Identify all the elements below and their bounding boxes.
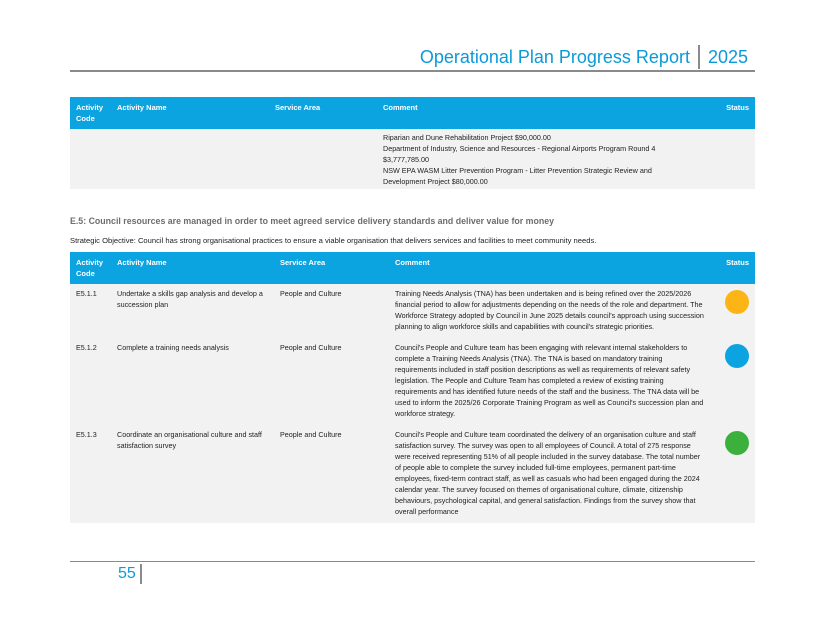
- comment-line: NSW EPA WASM Litter Prevention Program - Litter Prevention Strategic Review and: [383, 166, 652, 175]
- comment-line: $3,777,785.00: [383, 155, 429, 164]
- col-activity-name: Activity Name: [111, 97, 269, 129]
- status-indicator: [725, 431, 749, 455]
- table-row: [70, 129, 755, 189]
- service-area: People and Culture: [274, 338, 389, 425]
- service-area: People and Culture: [274, 284, 389, 338]
- report-header: [420, 44, 748, 70]
- comment-cell: [377, 129, 712, 189]
- report-year: 2025: [707, 47, 748, 67]
- activity-name: Coordinate an organisational culture and staff satisfaction survey: [111, 425, 274, 523]
- report-title: Operational Plan Progress Report: [420, 45, 700, 69]
- status-indicator: [725, 344, 749, 368]
- activity-code: E5.1.1: [70, 284, 111, 338]
- table-row: [70, 284, 755, 338]
- header-rule: [70, 70, 755, 72]
- col-activity-code: Activity Code: [70, 252, 111, 284]
- status-indicator: [725, 290, 749, 314]
- col-service-area: Service Area: [274, 252, 389, 284]
- comment-line: Department of Industry, Science and Resources - Regional Airports Program Round 4: [383, 144, 656, 153]
- page-number: 55: [118, 564, 142, 584]
- activity-name: Complete a training needs analysis: [111, 338, 274, 425]
- table-row: [70, 425, 755, 523]
- activity-table: [70, 252, 755, 523]
- col-comment: Comment: [389, 252, 712, 284]
- footer-rule: [70, 561, 755, 562]
- service-area: People and Culture: [274, 425, 389, 523]
- comment: Council's People and Culture team coordinated the delivery of an organisation culture and staff satisfaction survey. The survey was open to all employees of Council. A total of 275 response were received representing 51% of all people included in the survey database. The total number of people able to complete the survey included full-time employees, permanent part-time employees, fixed-term contract staff, as well as casuals who had been engaged during the 2024 calendar year. The survey focused on themes of organisational culture, climate, citizenship behaviours, psychological capital, and general satisfaction. Findings from the survey show that overall performance: [389, 425, 712, 523]
- activity-name: Undertake a skills gap analysis and develop a succession plan: [111, 284, 274, 338]
- strategic-objective: Strategic Objective: Council has strong organisational practices to ensure a viable organisation that delivers services and facilities to meet community needs.: [70, 236, 597, 245]
- col-status: Status: [712, 97, 755, 129]
- comment-line: Development Project $80,000.00: [383, 177, 488, 186]
- activity-table-continued: [70, 97, 755, 189]
- comment: Council's People and Culture team has been engaging with relevant internal stakeholders to complete a Training Needs Analysis (TNA). The TNA is based on mandatory training requirements included in staff position descriptions as well as requirements of relevant safety legislation. The People and Culture Team has completed a review of existing training requirements and has identified future needs of the staff and the business. The TNA data will be used to inform the 2025/26 Corporate Training Program as well as Council's succession plan and workforce strategy.: [389, 338, 712, 425]
- col-status: Status: [712, 252, 755, 284]
- activity-code: E5.1.3: [70, 425, 111, 523]
- section-heading: E.5: Council resources are managed in order to meet agreed service delivery standards and deliver value for money: [70, 216, 555, 226]
- col-activity-code: Activity Code: [70, 97, 111, 129]
- comment: Training Needs Analysis (TNA) has been undertaken and is being refined over the 2025/2026 financial period to allow for adjustments depending on the needs of the role and department. The Workforce Strategy adopted by Council in June 2025 details council's approach using succession planning to align workforce skills and capabilities with council's strategic priorities.: [389, 284, 712, 338]
- col-service-area: Service Area: [269, 97, 377, 129]
- activity-code: E5.1.2: [70, 338, 111, 425]
- col-comment: Comment: [377, 97, 712, 129]
- comment-line: Riparian and Dune Rehabilitation Project $90,000.00: [383, 133, 551, 142]
- table-header-row: [70, 97, 755, 129]
- table-header-row: [70, 252, 755, 284]
- table-row: [70, 338, 755, 425]
- col-activity-name: Activity Name: [111, 252, 274, 284]
